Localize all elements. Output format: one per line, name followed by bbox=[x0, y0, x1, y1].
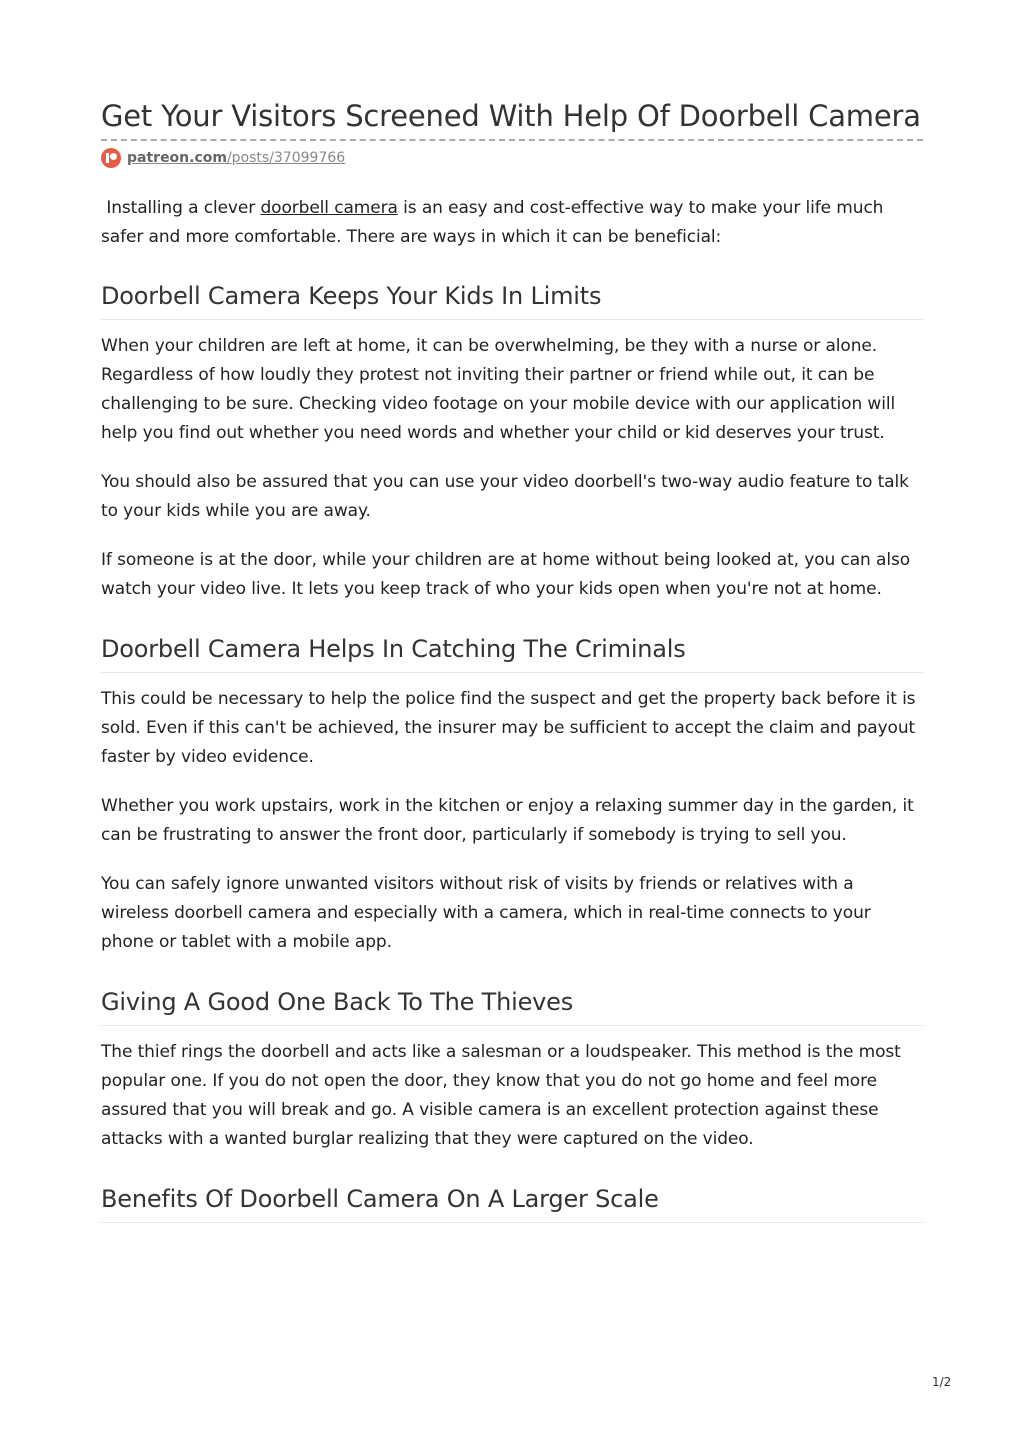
doorbell-camera-link[interactable]: doorbell camera bbox=[260, 198, 398, 218]
document-page bbox=[101, 96, 923, 1223]
section-paragraph: When your children are left at home, it can be overwhelming, be they with a nurse or alone. Regardless of how loudly they protest not inviting their partner or friend while out, it can be challenging to be sure. Checking video footage on your mobile device with our application will help you find out whether you need words and whether your child or kid deserves your trust. bbox=[101, 336, 896, 443]
page-title: Get Your Visitors Screened With Help Of Doorbell Camera bbox=[101, 99, 921, 133]
section-paragraph: Whether you work upstairs, work in the kitchen or enjoy a relaxing summer day in the garden, it can be frustrating to answer the front door, particularly if somebody is trying to sell you. bbox=[101, 796, 914, 845]
section-heading: Doorbell Camera Helps In Catching The Criminals bbox=[101, 632, 923, 673]
section-heading: Doorbell Camera Keeps Your Kids In Limits bbox=[101, 279, 923, 320]
patreon-icon bbox=[101, 148, 121, 168]
section-paragraph: The thief rings the doorbell and acts like a salesman or a loudspeaker. This method is the most popular one. If you do not open the door, they know that you do not go home and feel more assured that you will break and go. A visible camera is an excellent protection against these attacks with a wanted burglar realizing that they were captured on the video. bbox=[101, 1042, 901, 1149]
section-paragraph: You can safely ignore unwanted visitors without risk of visits by friends or relatives with a wireless doorbell camera and especially with a camera, which in real-time connects to your phone or tablet with a mobile app. bbox=[101, 874, 871, 952]
section-heading: Giving A Good One Back To The Thieves bbox=[101, 985, 923, 1026]
section-thieves bbox=[101, 985, 923, 1154]
source-line bbox=[101, 148, 923, 168]
source-link[interactable] bbox=[127, 150, 345, 166]
intro-paragraph bbox=[101, 194, 923, 252]
source-domain: patreon.com bbox=[127, 150, 227, 166]
section-paragraph: You should also be assured that you can use your video doorbell's two-way audio feature to talk to your kids while you are away. bbox=[101, 472, 909, 521]
section-paragraph: This could be necessary to help the police find the suspect and get the property back before it is sold. Even if this can't be achieved, the insurer may be sufficient to accept the claim and payout faster by video evidence. bbox=[101, 689, 916, 767]
page-indicator: 1/2 bbox=[932, 1375, 952, 1389]
source-path: /posts/37099766 bbox=[226, 150, 346, 166]
title-divider bbox=[101, 139, 923, 141]
section-benefits bbox=[101, 1182, 923, 1223]
section-kids bbox=[101, 279, 923, 604]
intro-lead: Installing a clever bbox=[101, 198, 261, 218]
section-criminals bbox=[101, 632, 923, 957]
section-heading: Benefits Of Doorbell Camera On A Larger Scale bbox=[101, 1182, 923, 1223]
intro-rest: is an easy and cost-effective way to make your life much safer and more comfortable. There are ways in which it can be beneficial: bbox=[101, 198, 889, 247]
section-paragraph: If someone is at the door, while your children are at home without being looked at, you can also watch your video live. It lets you keep track of who your kids open when you're not at home. bbox=[101, 550, 911, 599]
